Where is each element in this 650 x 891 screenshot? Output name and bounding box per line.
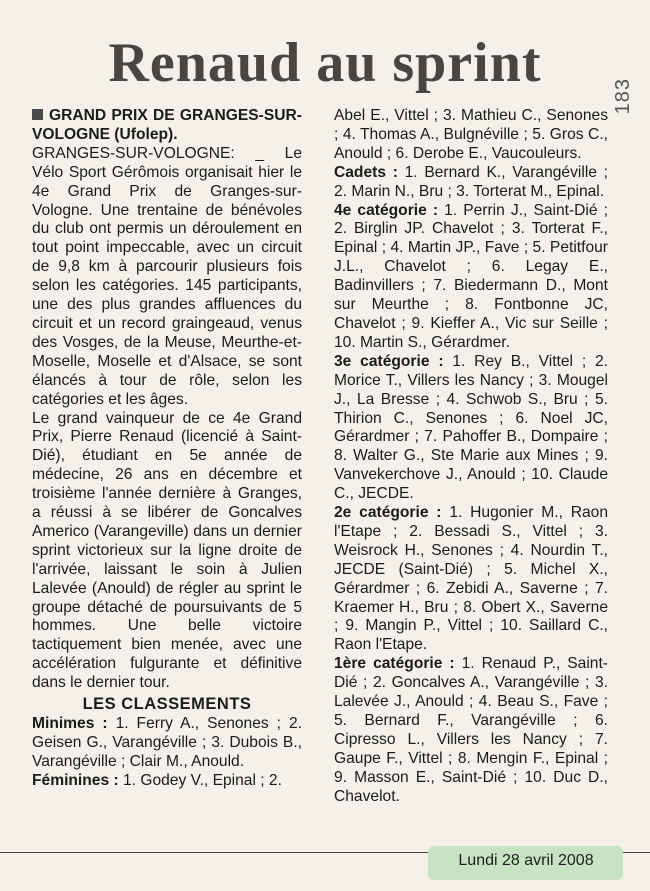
text-minimes: 1. Ferry A., Senones ; 2. Geisen G., Varangéville ; 3. Dubois B., Varangéville ; Clair M., Anould. (32, 715, 302, 770)
results-cadets (334, 164, 608, 202)
results-minimes (32, 715, 302, 772)
right-column (334, 107, 608, 807)
text-cadets: 1. Bernard K., Varangéville ; 2. Marin N., Bru ; 3. Torterat M., Epinal. (334, 163, 608, 200)
label-minimes: Minimes : (32, 715, 108, 732)
text-feminines: 1. Godey V., Epinal ; 2. (118, 771, 282, 789)
label-cat3: 3e catégorie : (334, 352, 444, 370)
section-title-classements: LES CLASSEMENTS (82, 695, 252, 714)
results-feminines-cont: Abel E., Vittel ; 3. Mathieu C., Senones ; 4. Thomas A., Bulgnéville ; 5. Gros C., Anould ; 6. Derobe E., Vaucouleurs. (334, 107, 608, 162)
label-feminines: Féminines : (32, 771, 119, 789)
results-cat3 (334, 353, 608, 504)
article-kicker (32, 107, 302, 145)
label-cat4: 4e catégorie : (334, 201, 439, 219)
left-column (32, 107, 302, 791)
paragraph-winner: Le grand vainqueur de ce 4e Grand Prix, Pierre Renaud (licencié à Saint-Dié), étudiant en 5e année de médecine, 26 ans en décembre et troisième l'année dernière à Granges, a réussi à se libérer de Goncalves Americo (Varangeville) dans un dernier sprint victorieux sur la ligne droite de l'arrivée, laissant le soin à Julien Lalevée (Anould) de régler au sprint le groupe détaché de poursuivants de 5 hommes. Une belle victoire tactiquement bien menée, avec une accélération fulgurante et définitive dans le dernier tour. (32, 409, 302, 692)
results-cat1 (334, 655, 608, 806)
square-bullet-icon (32, 109, 43, 120)
text-cat2: 1. Hugonier M., Raon l'Etape ; 2. Bessadi S., Vittel ; 3. Weisrock H., Senones ; 4. Nourdin T., JECDE (Saint-Dié) ; 5. Michel X., Gérardmer ; 6. Zebidi A., Saverne ; 7. Kraemer H., Bru ; 8. Obert X., Saverne ; 9. Mangin P., Vittel ; 10. Saillard C., Raon l'Etape. (334, 504, 608, 654)
results-feminines (32, 772, 302, 791)
paragraph-intro: GRANGES-SUR-VOLOGNE: _ Le Vélo Sport Gérômois organisait hier le 4e Grand Prix de Granges-sur-Vologne. Une trentaine de bénévoles du club ont permis un déroulement en tout point impeccable, avec un circuit de 9,8 km à parcourir plusieurs fois selon les catégories. 145 participants, une des plus grandes affluences du circuit et un record graingeaud, venus des Vosges, de la Meuse, Meurthe-et-Moselle, Moselle et d'Alsace, se sont élancés à tour de rôle, selon les catégories et les âges. (32, 144, 302, 408)
kicker-text: GRAND PRIX DE GRANGES-SUR-VOLOGNE (Ufolep). (32, 107, 302, 143)
label-cat2: 2e catégorie : (334, 504, 442, 522)
article-headline: Renaud au sprint (108, 32, 542, 94)
text-cat4: 1. Perrin J., Saint-Dié ; 2. Birglin JP. Chavelot ; 3. Torterat F., Epinal ; 4. Martin JP., Fave ; 5. Petitfour J.L., Chavelot ; 6. Legay E., Badinvillers ; 7. Biedermann D., Mont sur Meurthe ; 8. Fontbonne JC, Chavelot ; 9. Kieffer A., Vic sur Seille ; 10. Martin S., Gérardmer. (334, 201, 608, 351)
publication-date: Lundi 28 avril 2008 (458, 852, 594, 869)
label-cat1: 1ère catégorie : (334, 655, 455, 673)
page-number: 183 (612, 78, 634, 115)
text-cat1: 1. Renaud P., Saint-Dié ; 2. Goncalves A., Varangéville ; 3. Lalevée J., Anould ; 4. Beau S., Fave ; 5. Bernard F., Varangéville ; 6. Cipresso L., Villers les Nancy ; 7. Gaupe F., Vittel ; 8. Mengin F., Epinal ; 9. Masson E., Saint-Dié ; 10. Duc D., Chavelot. (334, 655, 609, 805)
label-cadets: Cadets : (334, 163, 398, 181)
text-cat3: 1. Rey B., Vittel ; 2. Morice T., Villers les Nancy ; 3. Mougel J., La Bresse ; 4. Schwob S., Bru ; 5. Thirion C., Senones ; 6. Noel JC, Gérardmer ; 7. Pahoffer B., Dompaire ; 8. Walter G., Ste Marie aux Mines ; 9. Vanvekerchove J., Anould ; 10. Claude C., JECDE. (334, 352, 608, 503)
results-cat4 (334, 202, 608, 353)
results-cat2 (334, 504, 608, 655)
